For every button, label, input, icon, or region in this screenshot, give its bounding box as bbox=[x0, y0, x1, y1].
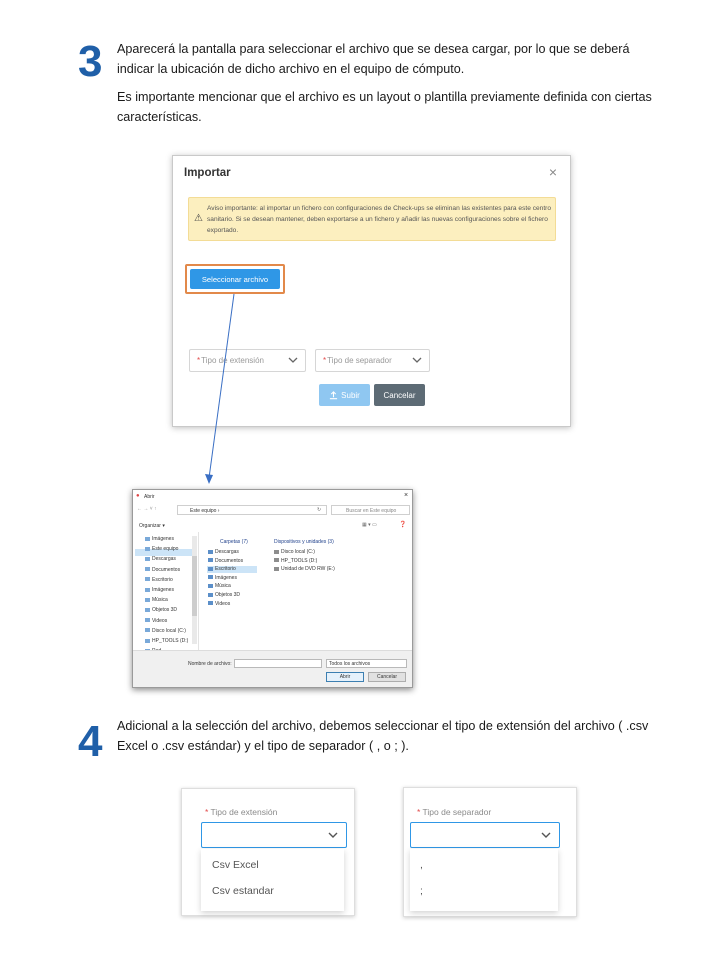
extension-type-placeholder: Tipo de extensión bbox=[201, 356, 264, 365]
cancel-button[interactable]: Cancelar bbox=[368, 672, 406, 682]
required-marker: * bbox=[197, 356, 201, 365]
folder-icon bbox=[208, 558, 213, 562]
extension-label-text: Tipo de extensión bbox=[210, 807, 278, 817]
address-bar[interactable] bbox=[177, 505, 327, 515]
help-icon[interactable]: ❓ bbox=[399, 522, 407, 528]
filename-label: Nombre de archivo: bbox=[188, 661, 232, 667]
step-4-number: 4 bbox=[78, 717, 103, 766]
folder-item-label: Videos bbox=[215, 600, 231, 607]
separator-dropdown-crop bbox=[403, 787, 577, 917]
folder-item[interactable] bbox=[208, 592, 240, 598]
chevron-down-icon bbox=[327, 829, 339, 841]
folder-item-label: Documentos bbox=[215, 557, 244, 564]
nav-item-label: Música bbox=[152, 597, 168, 604]
folder-item-label: Escritorio bbox=[215, 566, 236, 573]
folder-icon bbox=[145, 618, 150, 622]
folder-icon bbox=[145, 537, 150, 541]
required-marker: * bbox=[323, 356, 327, 365]
nav-item-label: Videos bbox=[152, 617, 168, 624]
folder-item[interactable] bbox=[208, 558, 243, 564]
nav-item-label: HP_TOOLS (D:) bbox=[152, 638, 189, 644]
folder-icon bbox=[145, 628, 150, 632]
folder-icon bbox=[208, 550, 213, 554]
open-dialog-title: Abrir bbox=[144, 494, 155, 500]
filetype-select[interactable] bbox=[326, 659, 407, 668]
nav-item[interactable] bbox=[145, 546, 178, 552]
scrollbar-thumb[interactable] bbox=[192, 556, 197, 616]
folder-item-label: Música bbox=[215, 583, 231, 590]
drive-item[interactable] bbox=[274, 558, 317, 564]
folder-icon bbox=[145, 577, 150, 581]
nav-item[interactable] bbox=[145, 577, 173, 583]
extension-dropdown-label bbox=[205, 807, 277, 817]
folder-icon bbox=[145, 557, 150, 561]
drive-icon bbox=[274, 558, 279, 562]
folder-item-label: Objetos 3D bbox=[215, 592, 241, 598]
warning-icon: ⚠ bbox=[194, 213, 203, 224]
nav-item[interactable] bbox=[145, 638, 188, 644]
drive-item-label: HP_TOOLS (D:) bbox=[281, 557, 318, 564]
filename-input[interactable] bbox=[234, 659, 322, 668]
select-file-button[interactable]: Seleccionar archivo bbox=[190, 269, 280, 289]
close-icon[interactable]: × bbox=[548, 164, 557, 180]
refresh-icon[interactable]: ↻ bbox=[317, 507, 322, 513]
separator-label-text: Tipo de separador bbox=[422, 807, 492, 817]
step-3-text-1: Aparecerá la pantalla para seleccionar el archivo que se desea cargar, por lo que se deberá indicar la ubicación de dicho archivo en el equipo de cómputo. bbox=[117, 42, 630, 76]
nav-item[interactable] bbox=[145, 607, 177, 613]
drive-item[interactable] bbox=[274, 549, 315, 555]
upload-label: Subir bbox=[341, 390, 360, 400]
nav-item-label: Este equipo bbox=[152, 546, 179, 553]
nav-item[interactable] bbox=[145, 567, 180, 573]
folder-item[interactable] bbox=[208, 566, 236, 572]
nav-item[interactable] bbox=[145, 556, 176, 562]
folder-icon bbox=[208, 601, 213, 605]
import-dialog-title: Importar bbox=[184, 167, 231, 179]
chevron-down-icon bbox=[540, 829, 552, 841]
nav-item-label: Documentos bbox=[152, 566, 181, 573]
folder-icon bbox=[208, 584, 213, 588]
search-input[interactable] bbox=[331, 505, 410, 515]
folder-item[interactable] bbox=[208, 575, 237, 581]
open-file-dialog bbox=[132, 489, 413, 688]
option-semicolon[interactable]: ; bbox=[420, 885, 423, 897]
drive-item-label: Unidad de DVD RW (E:) bbox=[281, 566, 335, 573]
drive-item[interactable] bbox=[274, 566, 335, 572]
view-options-icon[interactable]: ▦ ▾ ▭ bbox=[362, 522, 377, 528]
cancel-button[interactable]: Cancelar bbox=[374, 384, 425, 406]
drive-icon bbox=[274, 567, 279, 571]
separator-dropdown-field[interactable] bbox=[410, 822, 560, 848]
drive-item-label: Disco local (C:) bbox=[281, 549, 315, 555]
folder-icon bbox=[208, 593, 213, 597]
folder-item[interactable] bbox=[208, 583, 231, 589]
folder-icon bbox=[145, 547, 150, 551]
separator-dropdown-menu bbox=[410, 849, 558, 911]
nav-item-label: Objetos 3D bbox=[152, 607, 178, 614]
separator-dropdown-label bbox=[417, 807, 491, 817]
breadcrumb: Este equipo › bbox=[190, 508, 220, 514]
option-csv-estandar[interactable]: Csv estandar bbox=[212, 885, 274, 897]
folder-icon bbox=[145, 639, 150, 643]
folder-item[interactable] bbox=[208, 601, 230, 607]
extension-dropdown-field[interactable] bbox=[201, 822, 347, 848]
nav-scrollbar[interactable] bbox=[192, 536, 197, 644]
nav-item[interactable] bbox=[145, 618, 167, 624]
nav-item[interactable] bbox=[145, 628, 186, 634]
folder-icon bbox=[145, 567, 150, 571]
folder-icon bbox=[145, 588, 150, 592]
extension-dropdown-crop bbox=[181, 788, 355, 916]
required-marker: * bbox=[205, 807, 209, 817]
separator-type-placeholder: Tipo de separador bbox=[327, 356, 392, 365]
extension-dropdown-menu bbox=[201, 849, 344, 911]
nav-item-label: Escritorio bbox=[152, 576, 173, 583]
option-comma[interactable]: , bbox=[420, 859, 423, 871]
search-placeholder: Buscar en Este equipo bbox=[346, 508, 397, 514]
folder-item-label: Imágenes bbox=[215, 574, 237, 581]
nav-item[interactable] bbox=[145, 597, 168, 603]
warning-text: Aviso importante: al importar un fichero con configuraciones de Check-ups se eliminan las existentes para este centro sanitario. Si se desean mantener, deben exportarse a un fichero y añadir las nuevas configuraciones sobre el fichero exportado. bbox=[207, 205, 552, 234]
step-3-number: 3 bbox=[78, 37, 103, 86]
drive-icon bbox=[274, 550, 279, 554]
folders-header: Carpetas (7) bbox=[220, 539, 248, 545]
close-icon[interactable]: × bbox=[404, 492, 409, 499]
nav-item-label: Imágenes bbox=[152, 587, 174, 593]
folder-item-label: Descargas bbox=[215, 549, 239, 555]
nav-item[interactable] bbox=[145, 587, 174, 593]
nav-item-label: Imágenes bbox=[152, 536, 174, 542]
folder-icon bbox=[208, 567, 213, 571]
app-icon: ● bbox=[136, 493, 140, 499]
folder-icon bbox=[145, 608, 150, 612]
devices-header: Dispositivos y unidades (3) bbox=[274, 539, 334, 545]
step-3-text-2: Es importante mencionar que el archivo es un layout o plantilla previamente definida con ciertas características. bbox=[117, 90, 652, 124]
step-4-text: Adicional a la selección del archivo, debemos seleccionar el tipo de extensión del archivo ( .csv Excel o .csv estándar) y el tipo de separador ( , o ; ). bbox=[117, 719, 649, 753]
filetype-value: Todos los archivos bbox=[329, 661, 371, 667]
nav-item-label: Descargas bbox=[152, 556, 176, 563]
folder-icon bbox=[208, 575, 213, 579]
organize-menu[interactable]: Organizar ▾ bbox=[139, 523, 165, 529]
required-marker: * bbox=[417, 807, 421, 817]
option-csv-excel[interactable]: Csv Excel bbox=[212, 859, 259, 871]
open-button[interactable]: Abrir bbox=[326, 672, 364, 682]
nav-item[interactable] bbox=[145, 536, 174, 542]
nav-item-label: Disco local (C:) bbox=[152, 627, 186, 634]
back-arrow-icon[interactable]: ← → ˅ ↑ bbox=[137, 506, 157, 512]
folder-item[interactable] bbox=[208, 549, 239, 555]
folder-icon bbox=[145, 598, 150, 602]
